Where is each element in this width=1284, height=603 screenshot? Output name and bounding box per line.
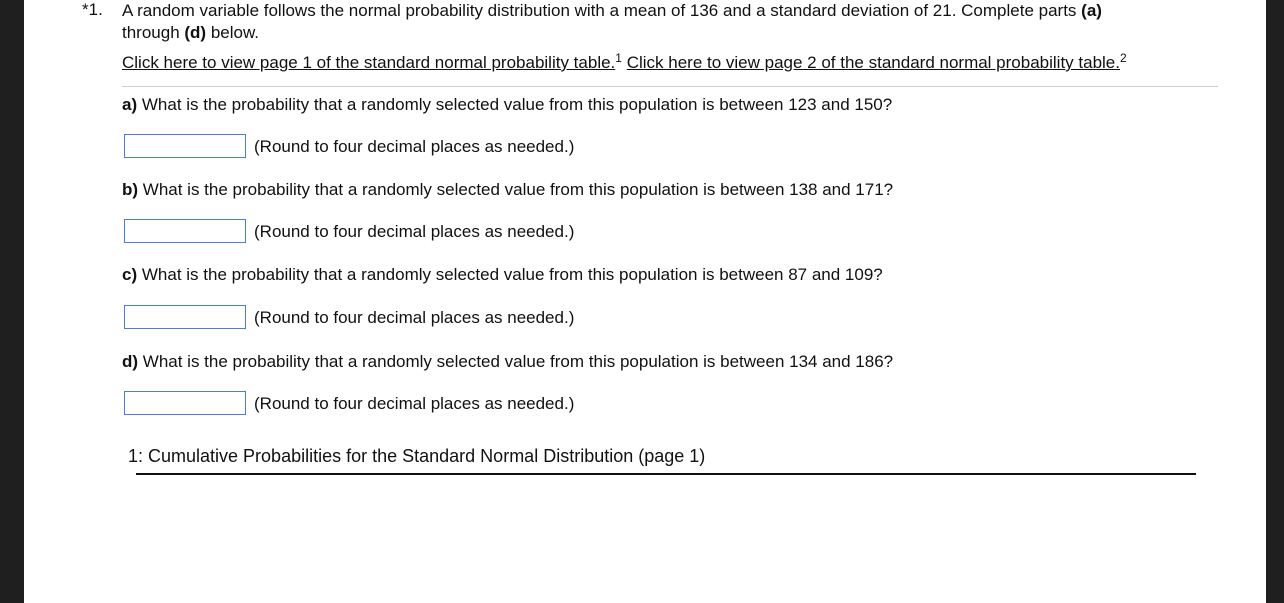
table-page1-link[interactable]: Click here to view page 1 of the standard normal probability table. [122,53,616,72]
answer-d-hint: (Round to four decimal places as needed.) [254,394,575,413]
question-d-text: What is the probability that a randomly selected value from this population is between 134 and 186? [142,352,894,371]
question-d-label: d) [122,352,139,371]
answer-b-hint: (Round to four decimal places as needed.) [254,222,575,241]
question-b-text: What is the probability that a randomly selected value from this population is between 138 and 171? [142,180,894,199]
question-a-label: a) [122,95,138,114]
problem-number: *1. [82,0,103,19]
footnote-rule [136,473,1196,475]
answer-c-hint: (Round to four decimal places as needed.) [254,308,575,327]
page1-footnote-ref: 1 [615,51,622,65]
intro-text-2: through [122,23,185,42]
question-d [122,352,893,372]
question-page [24,0,1266,603]
footnote-title: 1: Cumulative Probabilities for the Standard Normal Distribution (page 1) [128,446,706,466]
question-c-text: What is the probability that a randomly selected value from this population is between 87 and 109? [141,265,883,284]
question-c-label: c) [122,265,138,284]
answer-a-hint: (Round to four decimal places as needed.) [254,137,575,156]
problem-intro [122,0,1202,44]
page2-footnote-ref: 2 [1119,51,1127,65]
question-a [122,95,892,115]
answer-b-input[interactable] [124,219,246,243]
question-a-text: What is the probability that a randomly selected value from this population is between 123 and 150? [141,95,893,114]
answer-d-input[interactable] [124,391,246,415]
intro-text: A random variable follows the normal probability distribution with a mean of 136 and a standard deviation of 21. Complete parts [122,1,1082,20]
divider [122,86,1218,87]
question-b [122,180,893,200]
intro-part-d: (d) [184,23,207,42]
table-page2-link[interactable]: Click here to view page 2 of the standard normal probability table. [626,53,1120,72]
table-links [122,53,1127,73]
intro-part-a: (a) [1081,1,1102,20]
question-c [122,265,883,285]
intro-text-3: below. [206,23,260,42]
answer-a-input[interactable] [124,134,246,158]
question-b-label: b) [122,180,139,199]
answer-c-input[interactable] [124,305,246,329]
